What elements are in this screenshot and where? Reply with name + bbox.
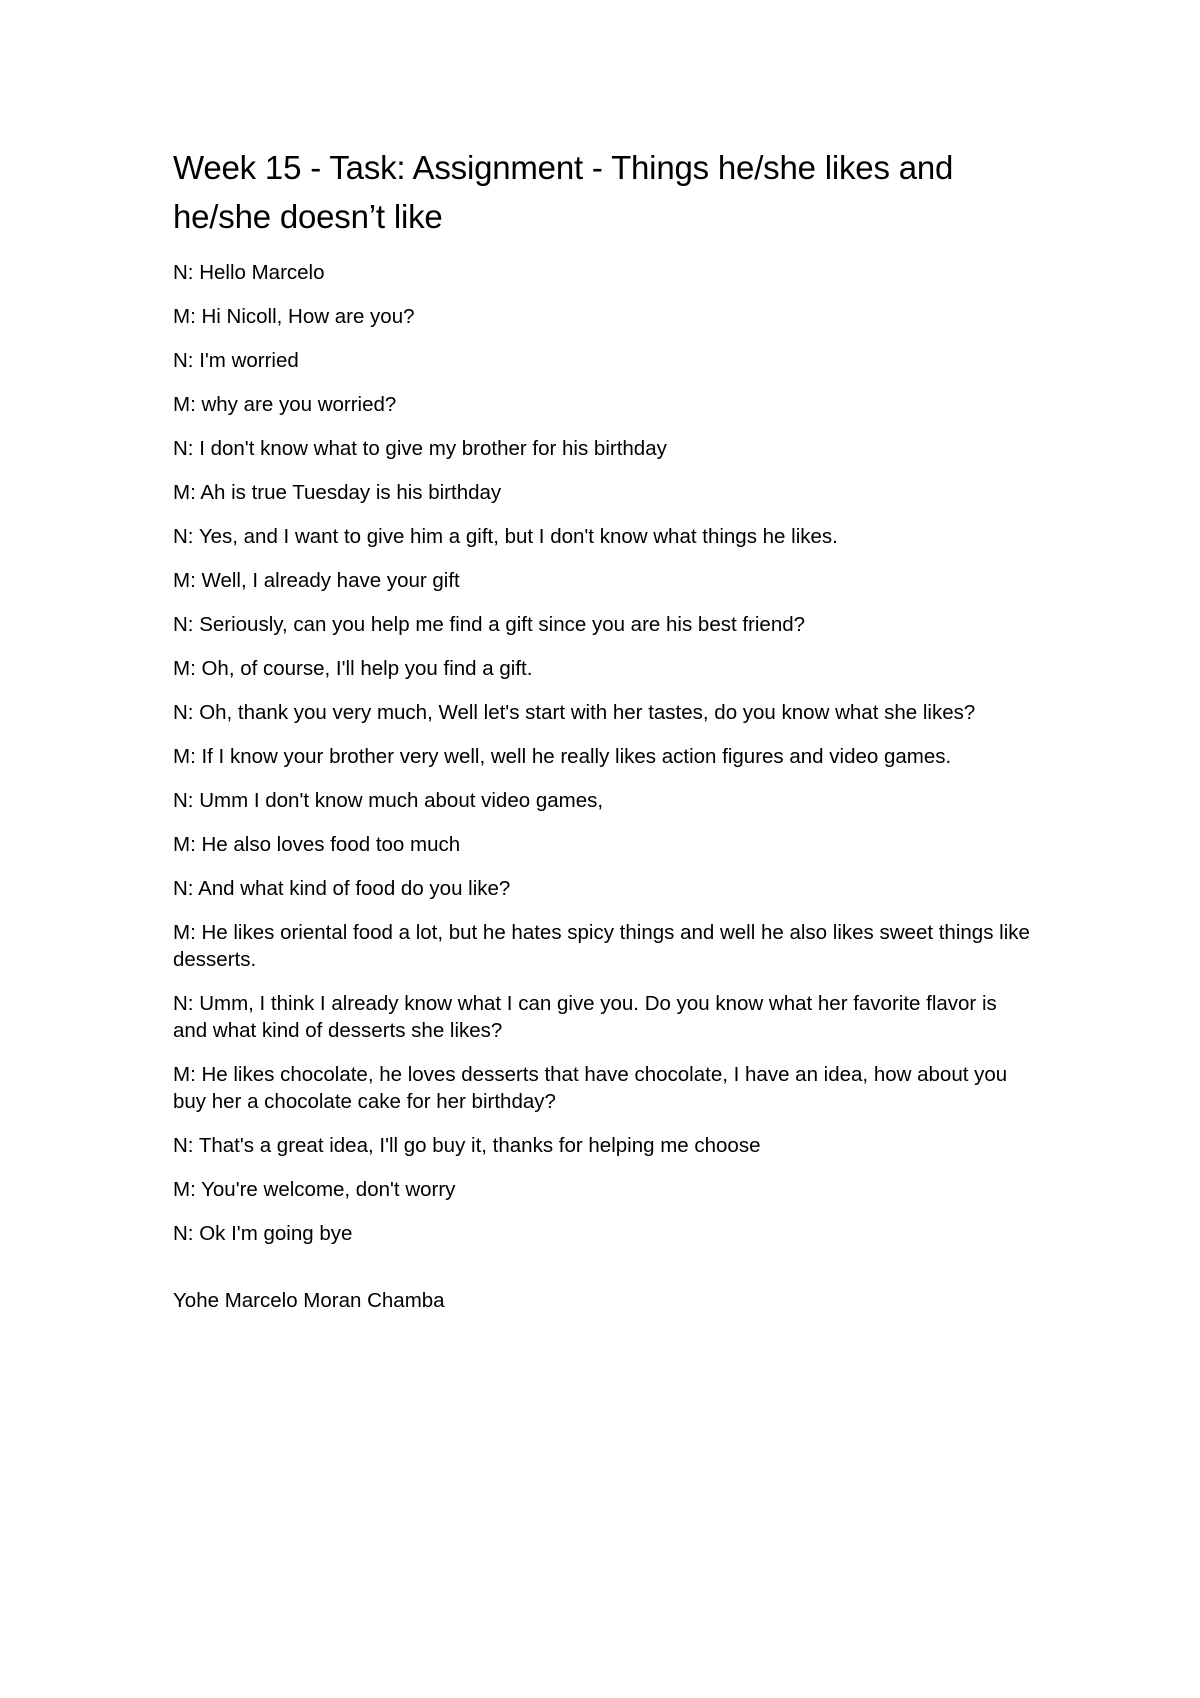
dialogue-line: M: He also loves food too much — [173, 833, 461, 856]
dialogue-list — [173, 259, 1033, 1247]
dialogue-line: M: why are you worried? — [173, 393, 397, 416]
dialogue-line: N: That's a great idea, I'll go buy it, thanks for helping me choose — [173, 1134, 761, 1157]
dialogue-line: N: Seriously, can you help me find a gift since you are his best friend? — [173, 613, 806, 636]
dialogue-line: N: Yes, and I want to give him a gift, but I don't know what things he likes. — [173, 525, 838, 548]
dialogue-line: M: If I know your brother very well, well he really likes action figures and video games. — [173, 745, 952, 768]
document-body — [173, 143, 1033, 1314]
dialogue-line: M: Ah is true Tuesday is his birthday — [173, 481, 502, 504]
dialogue-line: N: Oh, thank you very much, Well let's start with her tastes, do you know what she likes? — [173, 701, 976, 724]
dialogue-line: N: I don't know what to give my brother for his birthday — [173, 437, 667, 460]
dialogue-line: M: He likes chocolate, he loves desserts that have chocolate, I have an idea, how about you buy her a chocolate cake for her birthday? — [173, 1063, 1008, 1113]
author-signature: Yohe Marcelo Moran Chamba — [173, 1289, 445, 1312]
dialogue-line: N: Umm, I think I already know what I can give you. Do you know what her favorite flavor is and what kind of desserts she likes? — [173, 992, 997, 1042]
dialogue-line: M: He likes oriental food a lot, but he hates spicy things and well he also likes sweet things like desserts. — [173, 921, 1030, 971]
dialogue-line: N: Ok I'm going bye — [173, 1222, 353, 1245]
dialogue-line: M: Well, I already have your gift — [173, 569, 460, 592]
dialogue-line: M: You're welcome, don't worry — [173, 1178, 456, 1201]
dialogue-line: N: Hello Marcelo — [173, 261, 325, 284]
dialogue-line: N: Umm I don't know much about video games, — [173, 789, 604, 812]
dialogue-line: N: And what kind of food do you like? — [173, 877, 511, 900]
dialogue-line: N: I'm worried — [173, 349, 299, 372]
page-title: Week 15 - Task: Assignment - Things he/she likes and he/she doesn’t like — [173, 149, 954, 235]
dialogue-line: M: Oh, of course, I'll help you find a gift. — [173, 657, 533, 680]
dialogue-line: M: Hi Nicoll, How are you? — [173, 305, 415, 328]
